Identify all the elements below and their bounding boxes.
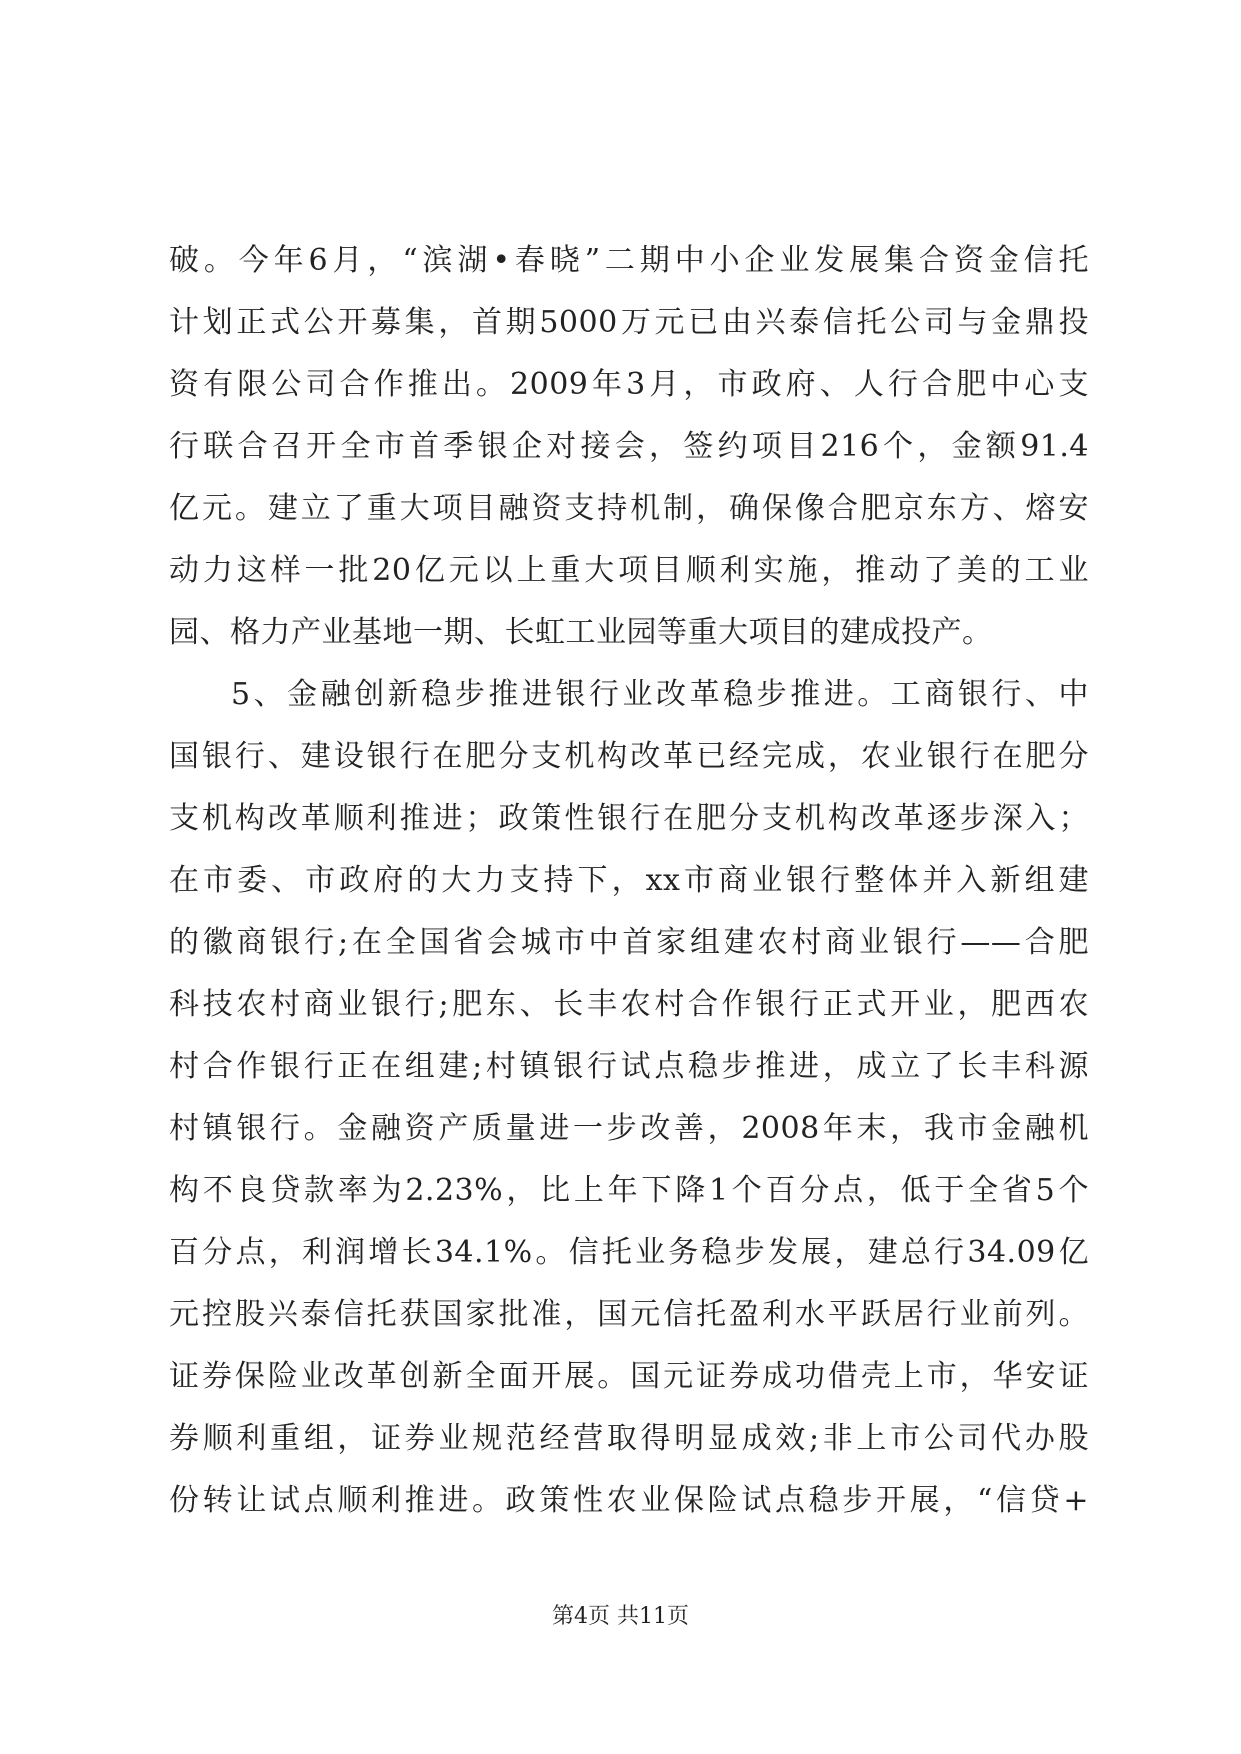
- document-body: [169, 230, 1089, 1532]
- text-line: 科技农村商业银行;肥东、长丰农村合作银行正式开业，肥西农: [169, 987, 1089, 1022]
- text-line: 份转让试点顺利推进。政策性农业保险试点稳步开展，“信贷+: [169, 1483, 1089, 1518]
- text-line: 村合作银行正在组建;村镇银行试点稳步推进，成立了长丰科源: [169, 1049, 1089, 1084]
- text-line: 的徽商银行;在全国省会城市中首家组建农村商业银行——合肥: [169, 925, 1089, 960]
- text-line: 园、格力产业基地一期、长虹工业园等重大项目的建成投产。: [169, 615, 993, 650]
- text-line: 百分点，利润增长34.1%。信托业务稳步发展，建总行34.09亿: [169, 1235, 1089, 1270]
- text-line: 券顺利重组，证券业规范经营取得明显成效;非上市公司代办股: [169, 1421, 1089, 1456]
- text-line: 村镇银行。金融资产质量进一步改善，2008年末，我市金融机: [169, 1111, 1089, 1146]
- text-line: 动力这样一批20亿元以上重大项目顺利实施，推动了美的工业: [169, 553, 1089, 588]
- text-line: 计划正式公开募集，首期5000万元已由兴泰信托公司与金鼎投: [169, 305, 1089, 340]
- text-line: 在市委、市政府的大力支持下，xx市商业银行整体并入新组建: [169, 863, 1089, 898]
- text-line: 证券保险业改革创新全面开展。国元证券成功借壳上市，华安证: [169, 1359, 1089, 1394]
- text-line: 元控股兴泰信托获国家批准，国元信托盈利水平跃居行业前列。: [169, 1297, 1089, 1332]
- page-number-footer: 第4页 共11页: [552, 1604, 689, 1629]
- text-line: 破。今年6月，“滨湖•春晓”二期中小企业发展集合资金信托: [169, 243, 1089, 278]
- text-line: 行联合召开全市首季银企对接会，签约项目216个，金额91.4: [169, 429, 1089, 464]
- text-line: 支机构改革顺利推进；政策性银行在肥分支机构改革逐步深入；: [169, 801, 1089, 836]
- text-line: 亿元。建立了重大项目融资支持机制，确保像合肥京东方、熔安: [169, 491, 1089, 526]
- text-line: 国银行、建设银行在肥分支机构改革已经完成，农业银行在肥分: [169, 739, 1089, 774]
- text-line: 资有限公司合作推出。2009年3月，市政府、人行合肥中心支: [169, 367, 1089, 402]
- text-line: 构不良贷款率为2.23%，比上年下降1个百分点，低于全省5个: [169, 1173, 1089, 1208]
- paragraph-first-line: 5、金融创新稳步推进银行业改革稳步推进。工商银行、中: [231, 677, 1089, 712]
